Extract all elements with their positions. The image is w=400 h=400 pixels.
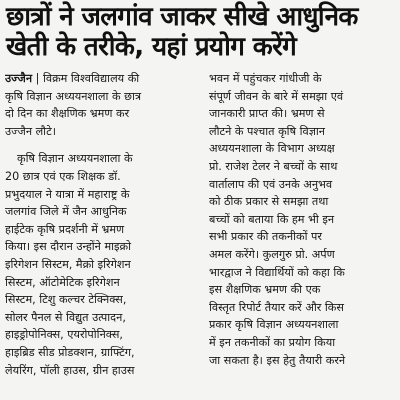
article-line: हाईटेक कृषि प्रदर्शनी में भ्रमण bbox=[5, 222, 125, 236]
article-column-right bbox=[209, 70, 396, 369]
article-line: वार्तालाप की एवं उनके अनुभव bbox=[209, 177, 333, 191]
article-line: सोलर पैनल से विद्युत उत्पादन, bbox=[5, 310, 126, 324]
article-line: में इन तकनीकों का प्रयोग किया bbox=[209, 335, 336, 349]
paragraph-gap bbox=[5, 140, 192, 150]
article-column-left bbox=[5, 70, 192, 379]
article-line: को ठीक प्रकार से समझा तथा bbox=[209, 195, 329, 209]
article-line: लौटने के पश्चात कृषि विज्ञान bbox=[209, 124, 325, 138]
article-line: सिस्टम, ऑटोमेटिक इरिगेशन bbox=[5, 275, 120, 289]
article-line: सिस्टम, टिशु कल्चर टेक्निक्स, bbox=[5, 293, 127, 307]
article-line: प्रो. राजेश टेलर ने बच्चों के साथ bbox=[209, 159, 338, 173]
article-line: हाइब्रिड सीड प्रोडक्शन, ग्राफ्टिंग, bbox=[5, 345, 135, 359]
article-line: उज्जैन लौटे। bbox=[5, 124, 56, 138]
dateline: उज्जैन bbox=[5, 72, 33, 85]
article-line: सभी प्रकार की तकनीकों पर bbox=[209, 230, 322, 244]
article-line: हाइड्रोपोनिक्स, एयरोपोनिक्स, bbox=[5, 328, 123, 342]
article-line: 20 छात्र एवं एक शिक्षक डॉ. bbox=[5, 169, 121, 183]
article-line: लेयरिंग, पॉली हाउस, ग्रीन हाउस bbox=[5, 363, 135, 377]
article-text: विक्रम विश्वविद्यालय की bbox=[42, 72, 140, 85]
article-line: कृषि विज्ञान अध्ययनशाला के bbox=[17, 152, 133, 166]
article-line: किया। इस दौरान उन्होंने माइक्रो bbox=[5, 240, 132, 254]
headline-line-2: खेती के तरीके, यहां प्रयोग करेंगे bbox=[6, 32, 297, 62]
article-line: बच्चों को बताया कि हम भी इन bbox=[209, 212, 335, 226]
headline bbox=[0, 0, 400, 62]
article-line: जानकारी प्राप्त की। भ्रमण से bbox=[209, 107, 325, 121]
article-line: भवन में पहुंचकर गांधीजी के bbox=[209, 72, 322, 85]
article-line: दो दिन का शैक्षणिक भ्रमण कर bbox=[5, 107, 130, 121]
article-line: प्रभुदयाल ने यात्रा में महाराष्ट्र के bbox=[5, 187, 130, 201]
article-line: कृषि विज्ञान अध्ययनशाला के छात्र bbox=[5, 89, 142, 103]
article-line: संपूर्ण जीवन के बारे में समझा एवं bbox=[209, 89, 344, 103]
article-line: अमल करेंगे। कुलगुरु प्रो. अर्पण bbox=[209, 247, 335, 261]
article-line: अध्ययनशाला के विभाग अध्यक्ष bbox=[209, 142, 335, 156]
article-line: विस्तृत रिपोर्ट तैयार करें और किस bbox=[209, 300, 344, 314]
article-line: जलगांव जिले में जैन आधुनिक bbox=[5, 205, 127, 219]
article-line bbox=[5, 70, 192, 88]
dateline-separator: | bbox=[35, 72, 40, 85]
article-line: भारद्वाज ने विद्यार्थियों को कहा कि bbox=[209, 265, 345, 279]
article-line: इरिगेशन सिस्टम, मैक्रो इरिगेशन bbox=[5, 257, 131, 271]
article-line: इस शैक्षणिक भ्रमण की एक bbox=[209, 283, 321, 297]
headline-line-1: छात्रों ने जलगांव जाकर सीखे आधुनिक bbox=[6, 2, 358, 32]
article-line: जा सकता है। इस हेतु तैयारी करने bbox=[209, 353, 346, 367]
article-line: प्रकार कृषि विज्ञान अध्ययनशाला bbox=[209, 318, 339, 332]
